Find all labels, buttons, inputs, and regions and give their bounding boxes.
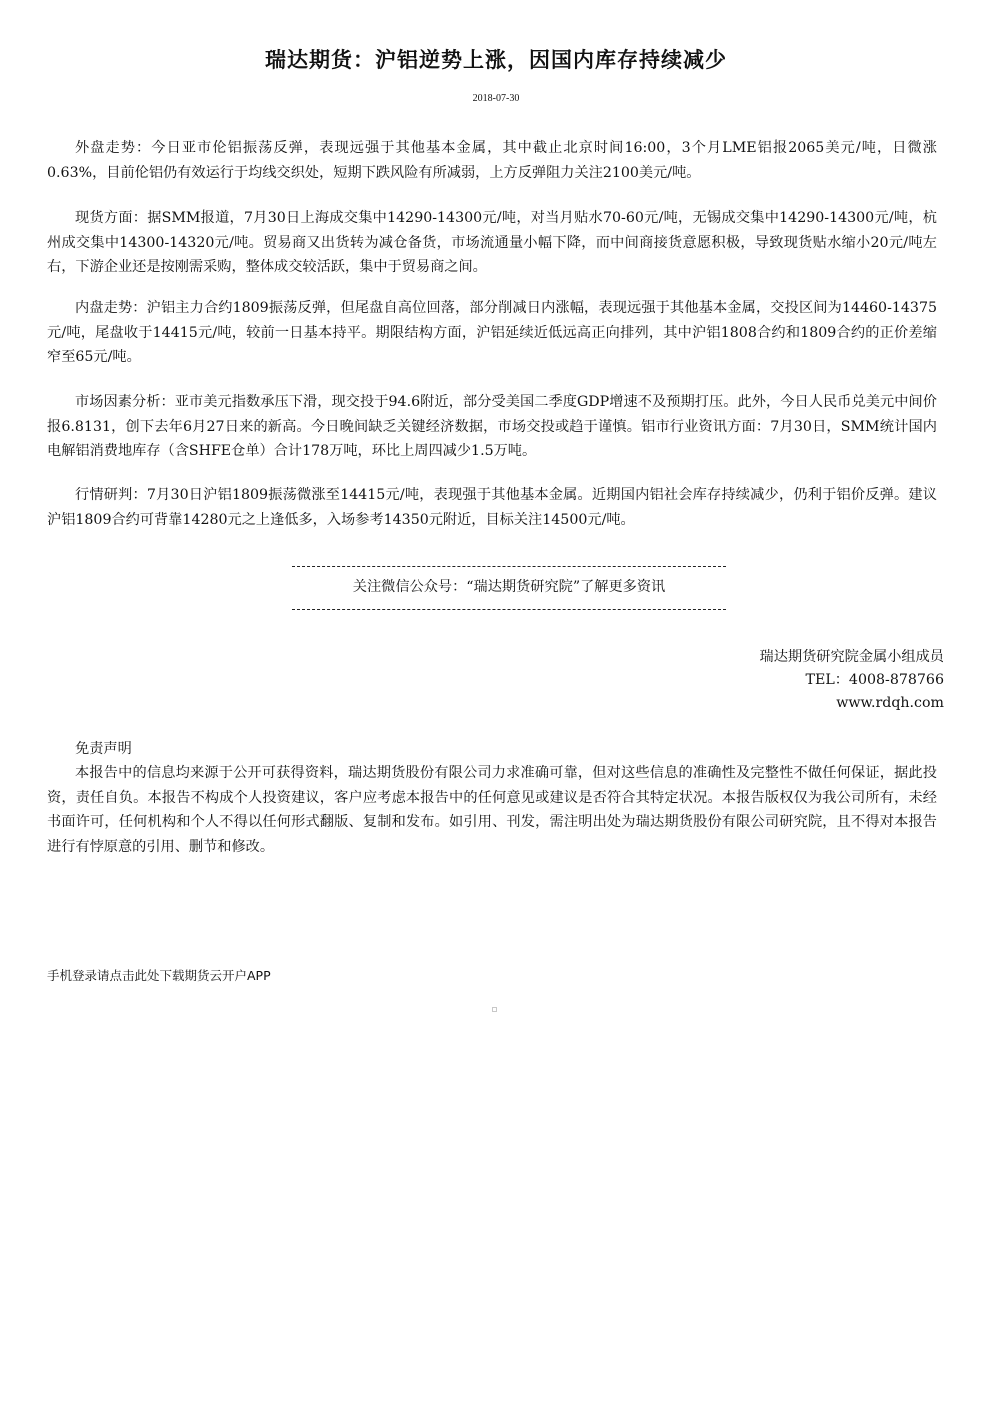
disclaimer-body: 本报告中的信息均来源于公开可获得资料，瑞达期货股份有限公司力求准确可靠，但对这些信息的准确性及完整性不做任何保证，据此投资，责任自负。本报告不构成个人投资建议，客户应考虑本报告中的任何意见或建议是否符合其特定状况。本报告版权仅为我公司所有，未经书面许可，任何机构和个人不得以任何形式翻版、复制和发布。如引用、刊发，需注明出处为瑞达期货股份有限公司研究院，且不得对本报告进行有悖原意的引用、删节和修改。	[47, 765, 937, 855]
download-app-link[interactable]: 手机登录请点击此处下载期货云开户APP	[47, 968, 271, 983]
paragraph-outlook: 行情研判：7月30日沪铝1809振荡微涨至14415元/吨，表现强于其他基本金属。近期国内铝社会库存持续减少，仍利于铝价反弹。建议沪铝1809合约可背靠14280元之上逢低多，入场参考14350元附近，目标关注14500元/吨。	[47, 487, 937, 528]
separator-top	[292, 566, 726, 567]
paragraph-overseas-market: 外盘走势：今日亚市伦铝振荡反弹，表现远强于其他基本金属，其中截止北京时间16:00，3个月LME铝报2065美元/吨，日微涨0.63%，目前伦铝仍有效运行于均线交织处，短期下跌风险有所减弱，上方反弹阻力关注2100美元/吨。	[47, 140, 937, 181]
article-title: 瑞达期货：沪铝逆势上涨，因国内库存持续减少	[265, 47, 727, 72]
wechat-promo-text: 关注微信公众号：“瑞达期货研究院”了解更多资讯	[352, 579, 666, 595]
contact-phone: TEL：4008-878766	[805, 672, 944, 688]
paragraph-spot-market: 现货方面：据SMM报道，7月30日上海成交集中14290-14300元/吨，对当月贴水70-60元/吨，无锡成交集中14290-14300元/吨，杭州成交集中14300-14320元/吨。贸易商又出货转为减仓备货，市场流通量小幅下降，而中间商接货意愿积极，导致现货贴水缩小20元/吨左右，下游企业还是按刚需采购，整体成交较活跃，集中于贸易商之间。	[47, 210, 937, 275]
image-placeholder-icon	[492, 1007, 497, 1012]
contact-team: 瑞达期货研究院金属小组成员	[759, 649, 944, 665]
contact-website[interactable]: www.rdqh.com	[836, 695, 944, 711]
paragraph-market-factors: 市场因素分析：亚市美元指数承压下滑，现交投于94.6附近，部分受美国二季度GDP增速不及预期打压。此外，今日人民币兑美元中间价报6.8131，创下去年6月27日来的新高。今日晚间缺乏关键经济数据，市场交投或趋于谨慎。铝市行业资讯方面：7月30日，SMM统计国内电解铝消费地库存（含SHFE仓单）合计178万吨，环比上周四减少1.5万吨。	[47, 394, 937, 459]
separator-bottom	[292, 609, 726, 610]
disclaimer-title: 免责声明	[75, 741, 132, 757]
article-date: 2018-07-30	[472, 93, 520, 104]
paragraph-domestic-market: 内盘走势：沪铝主力合约1809振荡反弹，但尾盘自高位回落，部分削减日内涨幅，表现远强于其他基本金属，交投区间为14460-14375元/吨，尾盘收于14415元/吨，较前一日基本持平。期限结构方面，沪铝延续近低远高正向排列，其中沪铝1808合约和1809合约的正价差缩窄至65元/吨。	[47, 300, 937, 365]
